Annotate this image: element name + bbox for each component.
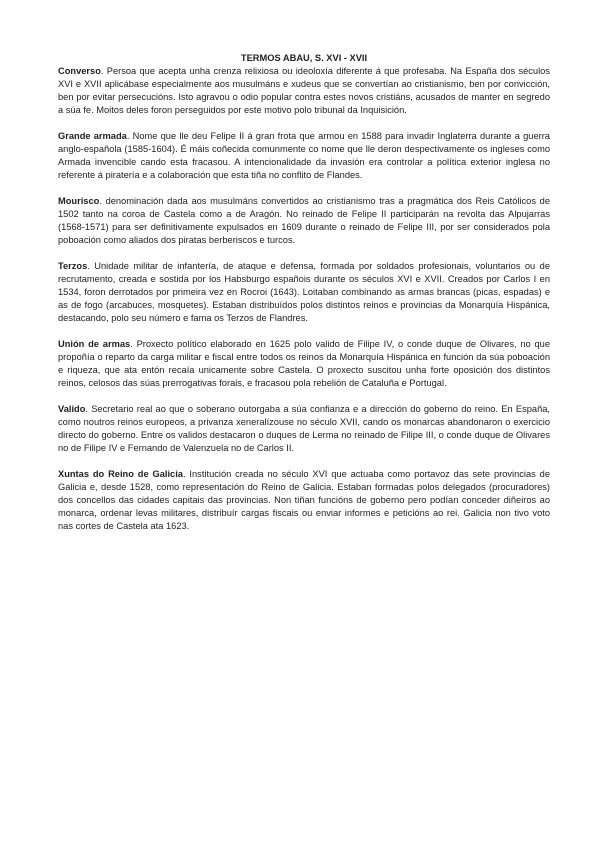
definition-xuntas: . Institución creada no século XVI que actuaba como portavoz das sete provincias de Galicia e, desde 1528, como representación do Reino de Galicia. Estaban formadas polos delegados (procuradores) dos concellos das cidades capitais das provincias. Non tiñan funcións de goberno pero podían conceder diñeiros ao monarca, ordenar levas militares, distribuír cargas fiscais ou enviar informes e peticións ao rei. Galicia non tivo voto nas cortes de Castela ata 1623. xyxy=(58,469,551,531)
definition-grande-armada: . Nome que lle deu Felipe II á gran frota que armou en 1588 para invadir Inglaterra durante a guerra anglo-española (1585-1604). É máis coñecida comunmente co nome que lle deron despectivamente os ingleses como Armada invencible cando esta fracasou. A intencionalidade da invasión era controlar a política exterior inglesa no referente á piratería e a colaboración que esta tiña no conflito de Flandes. xyxy=(58,131,550,180)
entry-terzos xyxy=(58,260,550,325)
term-terzos: Terzos xyxy=(58,261,88,271)
term-grande-armada: Grande armada xyxy=(58,131,127,141)
definition-mourisco: . denominación dada aos musulmáns convertidos ao cristianismo tras a pragmática dos Reis Católicos de 1502 tanto na coroa de Castela como a de Aragón. No reinado de Felipe II participarán na revolta das Alpujarras (1568-1571) para ser definitivamente expulsados en 1609 durante o reinado de Felipe III, por ser considerados pola poboación como aliados dos piratas berberiscos e turcos. xyxy=(58,196,550,245)
entry-mourisco xyxy=(58,195,550,247)
entry-xuntas xyxy=(58,468,550,533)
definition-terzos: . Unidade militar de infantería, de ataque e defensa, formada por soldados profesionais, voluntarios ou de recrutamento, creada e sostida por los Habsburgo españois durante os séculos XVI e XVII. Creados por Carlos I en 1534, foron derrotados por primeira vez en Rocroi (1643). Loitaban combinando as armas brancas (picas, espadas) e as de fogo (arcabuces, mosquetes). Estaban distribuídos polos distintos reinos e provincias da Monarquía Hispánica, destacando, polo seu número e fama os Terzos de Flandres. xyxy=(58,261,550,323)
term-valido: Valido xyxy=(58,404,86,414)
entry-union-de-armas xyxy=(58,338,550,390)
definition-valido: . Secretario real ao que o soberano outorgaba a súa confianza e a dirección do goberno do reino. En España, como noutros reinos europeos, a privanza xeneralízouse no século XVII, cando os monarcas abandonaron o exercicio directo do goberno. Entre os validos destacaron o duques de Lerma no reinado de Filipe III, o conde duque de Olivares no de Filipe IV e Fernando de Valenzuela no de Carlos II. xyxy=(58,404,550,453)
entry-converso xyxy=(58,65,550,117)
term-mourisco: Mourisco xyxy=(58,196,100,206)
term-union-de-armas: Unión de armas xyxy=(58,339,131,349)
definition-converso: . Persoa que acepta unha crenza relixiosa ou ideoloxía diferente á que profesaba. Na España dos séculos XVI e XVII aplicábase especialmente aos musulmáns e xudeus que se convertían ao cristianismo, ben por convicción, ben por evitar persecucións. Isto agravou o odio popular contra estes novos cristiáns, acusados de manter en segredo a súa fe. Moitos deles foron perseguidos por este motivo polo tribunal da Inquisición. xyxy=(58,66,550,115)
document-page xyxy=(58,52,550,546)
entry-grande-armada xyxy=(58,130,550,182)
document-title: TERMOS ABAU, S. XVI - XVII xyxy=(240,53,368,63)
term-xuntas: Xuntas do Reino de Galicia xyxy=(58,469,183,479)
definition-union-de-armas: . Proxecto político elaborado en 1625 polo valido de Filipe IV, o conde duque de Olivares, no que propoñía o reparto da carga militar e fiscal entre todos os reinos da Monarquía Hispánica en función da súa poboación e riqueza, que ata entón recaía unicamente sobre Castela. O proxecto suscitou unha forte oposición dos distintos reinos, celosos das súas prerrogativas forais, e fracasou pola rebelión de Cataluña e Portugal. xyxy=(58,339,551,388)
entry-valido xyxy=(58,403,550,455)
term-converso: Converso xyxy=(58,66,101,76)
